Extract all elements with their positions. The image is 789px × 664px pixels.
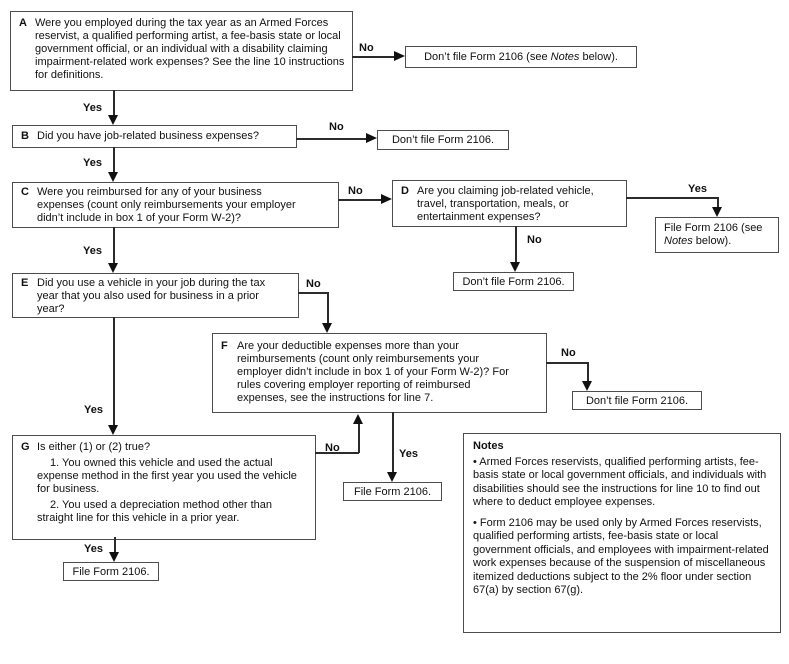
connector-g-yes [114, 537, 116, 553]
arrowhead-right-icon [366, 133, 377, 143]
arrowhead-down-icon [108, 172, 118, 182]
terminal-d-yes-text-end: below). [692, 235, 732, 247]
label-f-no: No [561, 347, 576, 359]
node-f [212, 333, 547, 413]
notes-heading: Notes [473, 440, 504, 452]
node-b-letter: B [21, 130, 29, 142]
connector-f-yes [392, 412, 394, 473]
terminal-f-yes-file [343, 482, 442, 501]
connector-c-no [338, 199, 382, 201]
arrowhead-down-icon [712, 207, 722, 217]
terminal-b-no-dont-file [377, 130, 509, 150]
connector-e-no-v [327, 292, 329, 324]
node-g-intro: Is either (1) or (2) true? [37, 441, 151, 453]
label-f-yes: Yes [399, 448, 418, 460]
terminal-a-no-text: Don’t file Form 2106 (see [424, 51, 551, 63]
label-a-yes: Yes [83, 102, 102, 114]
arrowhead-down-icon [108, 263, 118, 273]
node-g-letter: G [21, 441, 30, 453]
terminal-d-yes-notes-word: Notes [664, 235, 693, 247]
node-a-letter: A [19, 17, 27, 29]
node-f-text: Are your deductible expenses more than your reimbursements (count only reimbursements your employer didn’t include in box 1 of your Form W-2)? For rules covering employer reporting of reimbursed expenses, see the instructions for line 7. [237, 340, 509, 404]
connector-d-no [515, 226, 517, 263]
terminal-d-yes-text: File Form 2106 (see [664, 222, 763, 234]
label-g-yes: Yes [84, 543, 103, 555]
arrowhead-down-icon [387, 472, 397, 482]
label-d-no: No [527, 234, 542, 246]
terminal-d-no-text: Don’t file Form 2106. [462, 275, 565, 288]
connector-b-yes [113, 147, 115, 173]
label-c-no: No [348, 185, 363, 197]
notes-bullet-2: • Form 2106 may be used only by Armed Forces reservists, qualified performing artists, fee-basis state or local government officials, and employees with impairment-related work expenses because of the suspension of miscellaneous itemized deductions subject to the 2% floor under section 67(a) by section 67(g). [473, 516, 769, 596]
connector-g-no-v [358, 423, 360, 453]
label-b-yes: Yes [83, 157, 102, 169]
node-g [12, 435, 316, 540]
connector-c-yes [113, 227, 115, 264]
terminal-a-no-dont-file [405, 46, 637, 68]
node-c-letter: C [21, 186, 29, 198]
node-e-text: Did you use a vehicle in your job during the tax year that you also used for business in a prior year? [37, 277, 266, 315]
terminal-g-yes-text: File Form 2106. [72, 565, 150, 578]
arrowhead-right-icon [394, 51, 405, 61]
notes-box [463, 433, 781, 633]
node-b-text: Did you have job-related business expenses? [37, 130, 259, 142]
node-e [12, 273, 299, 318]
terminal-a-no-notes-word: Notes [550, 51, 580, 63]
arrowhead-down-icon [109, 552, 119, 562]
label-d-yes: Yes [688, 183, 707, 195]
arrowhead-right-icon [381, 194, 392, 204]
node-g-item2: 2. You used a depreciation method other than straight line for this vehicle in a prior year. [37, 499, 273, 524]
arrowhead-up-icon [353, 414, 363, 424]
label-a-no: No [359, 42, 374, 54]
terminal-a-no-text-end: below). [579, 51, 618, 63]
connector-a-yes [113, 90, 115, 116]
label-c-yes: Yes [83, 245, 102, 257]
node-g-item1: 1. You owned this vehicle and used the actual expense method in the first year you used the vehicle for business. [37, 457, 297, 495]
node-d-text: Are you claiming job-related vehicle, travel, transportation, meals, or entertainment expenses? [417, 185, 594, 223]
arrowhead-down-icon [582, 381, 592, 391]
connector-e-no-h [298, 292, 329, 294]
terminal-f-no-text: Don’t file Form 2106. [585, 394, 689, 407]
node-a-text: Were you employed during the tax year as an Armed Forces reservist, a qualified performing artist, a fee-basis state or local government official, or an individual with a disability claiming impairment-related work expenses? See the line 10 instructions for definitions. [35, 17, 345, 81]
label-g-no: No [325, 442, 340, 454]
connector-b-no [296, 138, 367, 140]
label-e-no: No [306, 278, 321, 290]
connector-f-no-v [587, 362, 589, 382]
connector-f-no-h [546, 362, 589, 364]
terminal-g-yes-file [63, 562, 159, 581]
connector-d-yes-h [626, 197, 719, 199]
node-d-letter: D [401, 185, 409, 197]
arrowhead-down-icon [108, 115, 118, 125]
node-e-letter: E [21, 277, 29, 289]
terminal-d-yes-file [655, 217, 779, 253]
connector-e-yes [113, 317, 115, 426]
node-f-letter: F [221, 340, 228, 352]
label-b-no: No [329, 121, 344, 133]
connector-a-no [352, 56, 395, 58]
node-a [10, 11, 353, 91]
node-d [392, 180, 627, 227]
terminal-f-no-dont-file [572, 391, 702, 410]
terminal-b-no-text: Don’t file Form 2106. [391, 134, 495, 146]
terminal-f-yes-text: File Form 2106. [353, 485, 432, 498]
node-b [12, 125, 297, 148]
node-c [12, 182, 339, 228]
notes-bullet-1: • Armed Forces reservists, qualified performing artists, fee-basis state or local government officials, and individuals with disabilities should see the instructions for line 10 to find out where to deduct employee expenses. [473, 455, 767, 508]
arrowhead-down-icon [322, 323, 332, 333]
arrowhead-down-icon [108, 425, 118, 435]
terminal-d-no-dont-file [453, 272, 574, 291]
arrowhead-down-icon [510, 262, 520, 272]
label-e-yes: Yes [84, 404, 103, 416]
node-c-text: Were you reimbursed for any of your business expenses (count only reimbursements your employer didn’t include in box 1 of your Form W-2)? [37, 186, 296, 224]
